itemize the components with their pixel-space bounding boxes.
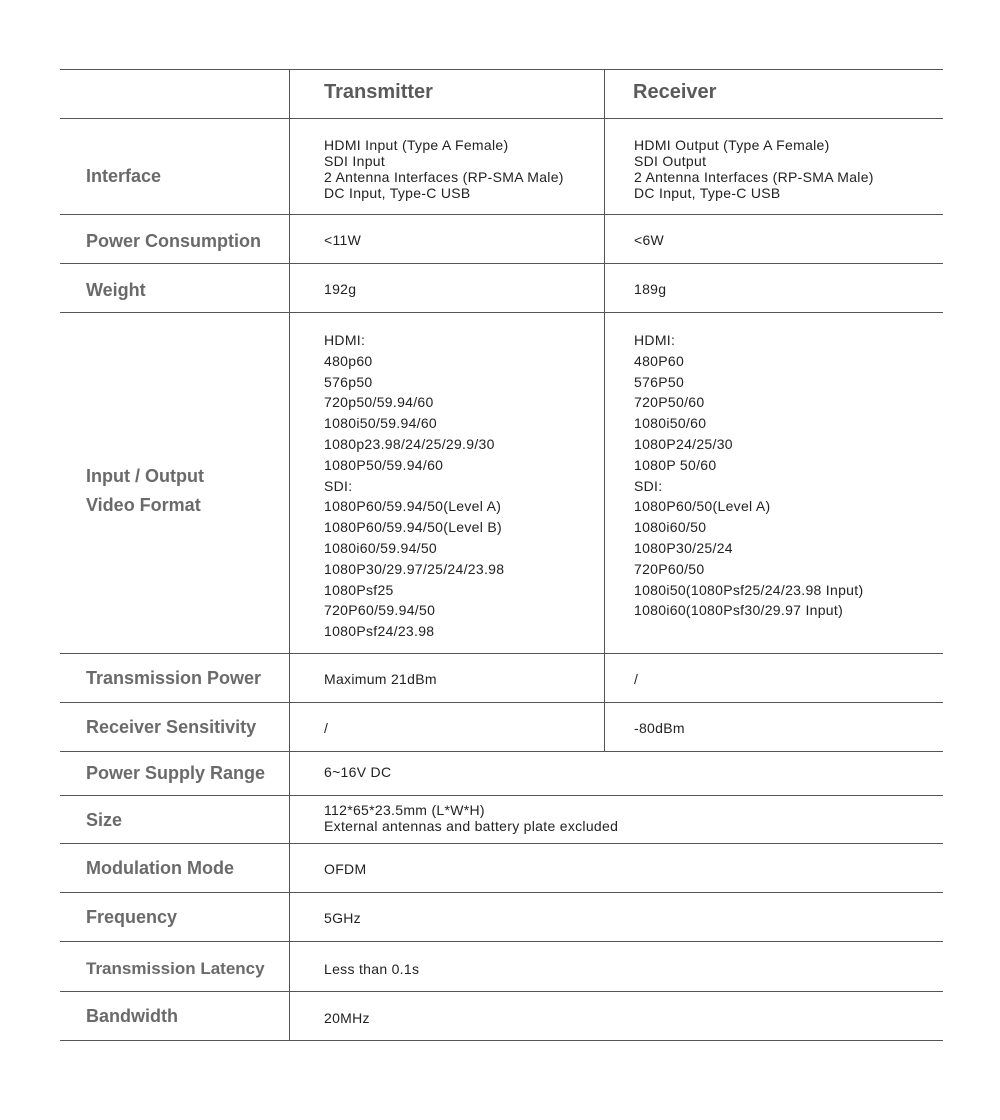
power-consumption-receiver: <6W: [634, 232, 665, 248]
row-divider: [60, 263, 943, 264]
row-divider: [60, 751, 943, 752]
table-top-border: [60, 69, 943, 70]
power-supply-range-value: 6~16V DC: [324, 764, 392, 780]
row-divider: [60, 991, 943, 992]
label-interface: Interface: [86, 166, 162, 186]
label-transmission-power: Transmission Power: [86, 668, 262, 688]
transmission-power-receiver: /: [634, 671, 639, 687]
label-receiver-sensitivity: Receiver Sensitivity: [86, 717, 257, 737]
transmission-power-transmitter: Maximum 21dBm: [324, 671, 437, 687]
label-weight: Weight: [86, 280, 146, 300]
row-divider: [60, 892, 943, 893]
label-frequency: Frequency: [86, 907, 178, 927]
row-divider: [60, 941, 943, 942]
row-divider: [60, 118, 943, 119]
header-receiver: Receiver: [633, 81, 717, 103]
header-transmitter: Transmitter: [324, 81, 433, 103]
row-divider: [60, 843, 943, 844]
label-power-consumption: Power Consumption: [86, 231, 261, 251]
receiver-sensitivity-transmitter: /: [324, 720, 329, 736]
transmission-latency-value: Less than 0.1s: [324, 961, 420, 977]
interface-receiver: HDMI Output (Type A Female) SDI Output 2 Antenna Interfaces (RP-SMA Male) DC Input, Type-C USB: [634, 137, 874, 201]
column-divider: [289, 69, 290, 1041]
row-divider: [60, 795, 943, 796]
size-value: 112*65*23.5mm (L*W*H) External antennas and battery plate excluded: [324, 802, 619, 834]
label-size: Size: [86, 810, 123, 830]
label-bandwidth: Bandwidth: [86, 1006, 178, 1026]
modulation-mode-value: OFDM: [324, 861, 367, 877]
weight-receiver: 189g: [634, 281, 667, 297]
table-bottom-border: [60, 1040, 943, 1041]
row-divider: [60, 702, 943, 703]
label-modulation-mode: Modulation Mode: [86, 858, 234, 878]
label-video-format: Input / Output Video Format: [86, 466, 204, 515]
column-divider: [604, 69, 605, 752]
interface-transmitter: HDMI Input (Type A Female) SDI Input 2 Antenna Interfaces (RP-SMA Male) DC Input, Type-C USB: [324, 137, 564, 201]
row-divider: [60, 653, 943, 654]
frequency-value: 5GHz: [324, 910, 361, 926]
power-consumption-transmitter: <11W: [324, 232, 362, 248]
label-power-supply-range: Power Supply Range: [86, 763, 266, 783]
video-format-receiver: HDMI: 480P60 576P50 720P50/60 1080i50/60 1080P24/25/30 1080P 50/60 SDI: 1080P60/50(Level A) 1080i60/50 1080P30/25/24 720P60/50 1080i50(1080Psf25/24/23.98 Input) 1080i60(1080Psf30/29.97 Input): [634, 332, 864, 619]
label-transmission-latency: Transmission Latency: [86, 959, 265, 978]
receiver-sensitivity-receiver: -80dBm: [634, 720, 685, 736]
row-divider: [60, 312, 943, 313]
weight-transmitter: 192g: [324, 281, 357, 297]
video-format-transmitter: HDMI: 480p60 576p50 720p50/59.94/60 1080i50/59.94/60 1080p23.98/24/25/29.9/30 1080P50/59.94/60 SDI: 1080P60/59.94/50(Level A) 1080P60/59.94/50(Level B) 1080i60/59.94/50 1080P30/29.97/25/24/23.98 1080Psf25 720P60/59.94/50 1080Psf24/23.98: [324, 332, 505, 640]
row-divider: [60, 214, 943, 215]
bandwidth-value: 20MHz: [324, 1010, 370, 1026]
